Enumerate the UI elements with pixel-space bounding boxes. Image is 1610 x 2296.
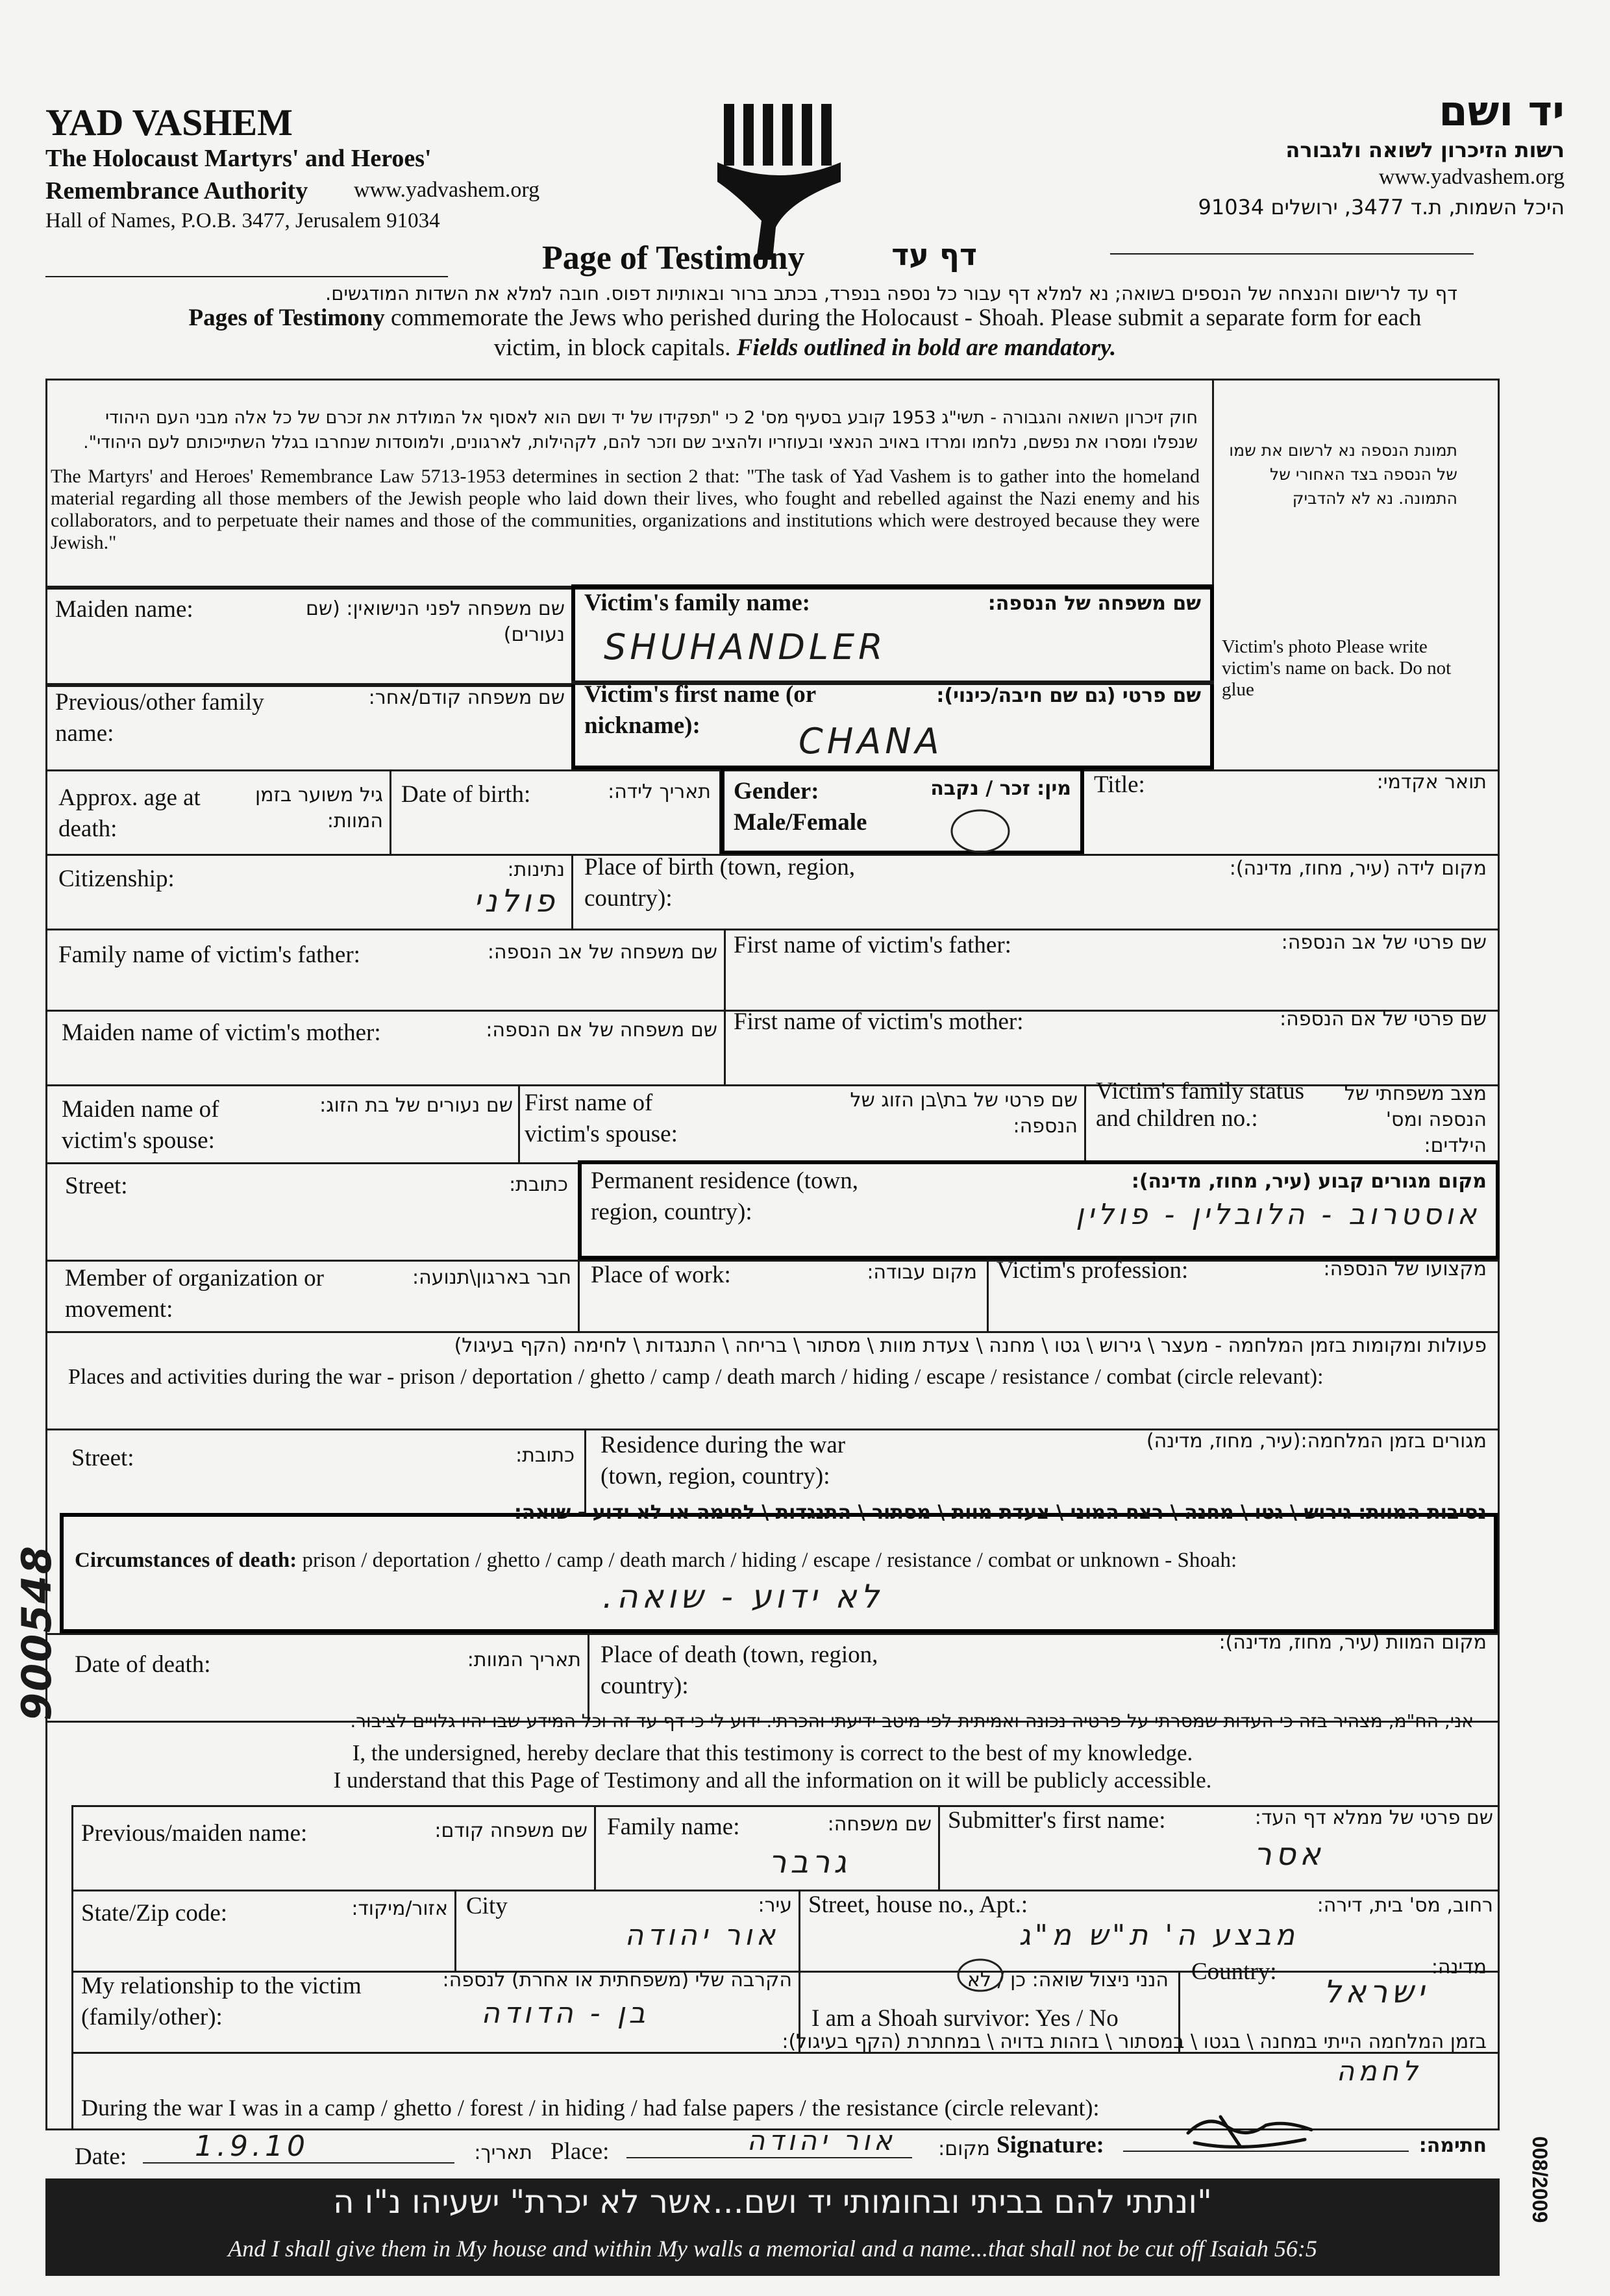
sub-relationship-label-he: הקרבה שלי (משפחתית או אחרת) לנספה: bbox=[442, 1969, 792, 1991]
work-place-label: Place of work: bbox=[591, 1262, 731, 1288]
declaration-en-1: I, the undersigned, hereby declare that this testimony is correct to the best of my knowledge. bbox=[352, 1740, 1193, 1766]
dod-label: Date of death: bbox=[75, 1651, 211, 1678]
sub-country-label-he: מדינה: bbox=[1431, 1956, 1487, 1978]
dod-label-he: תאריך המוות: bbox=[467, 1649, 581, 1671]
pob-label-he: מקום לידה (עיר, מחוז, מדינה): bbox=[1229, 857, 1487, 880]
sub-first-label: Submitter's first name: bbox=[948, 1807, 1166, 1834]
intro-en-rest: commemorate the Jews who perished during the Holocaust - Shoah. Please submit a separate form for each bbox=[384, 305, 1422, 331]
member-org-label: Member of organization or movement: bbox=[65, 1265, 324, 1323]
dob-label-he: תאריך לידה: bbox=[608, 780, 711, 803]
sub-first-label-he: שם פרטי של ממלא דף העד: bbox=[1254, 1806, 1493, 1829]
gender-circle-mark bbox=[948, 805, 1013, 857]
age-label-he: גיל משוער בזמן המוות: bbox=[255, 784, 383, 832]
signature-mark bbox=[1182, 2107, 1318, 2159]
pob-label: Place of birth (town, region, country): bbox=[584, 854, 856, 912]
father-family-label-he: שם משפחה של אב הנספה: bbox=[487, 941, 717, 964]
signature-label: Signature: bbox=[997, 2132, 1104, 2158]
prev-name-label: Previous/other family name: bbox=[55, 689, 264, 747]
sub-zip-label: State/Zip code: bbox=[81, 1900, 228, 1927]
spouse-maiden-label-he: שם נעורים של בת הזוג: bbox=[319, 1094, 513, 1117]
photo-instructions-en: Victim's photo Please write victim's name on back. Do not glue bbox=[1222, 636, 1452, 700]
sub-city-label-he: עיר: bbox=[758, 1894, 792, 1917]
circumstances-label bbox=[75, 1549, 1490, 1573]
intro-en-2a: victim, in block capitals. bbox=[493, 334, 737, 361]
profession-label: Victim's profession: bbox=[997, 1257, 1189, 1284]
circumstances-lead: Circumstances of death: bbox=[75, 1549, 297, 1572]
org-website: www.yadvashem.org bbox=[354, 178, 540, 202]
street-label-he: כתובת: bbox=[509, 1173, 568, 1196]
father-family-label: Family name of victim's father: bbox=[58, 942, 360, 968]
family-status-label: Victim's family status and children no.: bbox=[1096, 1078, 1304, 1132]
org-address-en: Hall of Names, P.O.B. 3477, Jerusalem 91034 bbox=[45, 209, 440, 232]
form-code: 008/2009 bbox=[1528, 2136, 1552, 2223]
citizenship-label-he: נתינות: bbox=[507, 858, 565, 881]
sub-during-war-label: During the war I was in a camp / ghetto / forest / in hiding / had false papers / the resistance (circle relevant): bbox=[81, 2095, 1100, 2121]
sub-street-label: Street, house no., Apt.: bbox=[808, 1891, 1028, 1918]
perm-res-value[interactable]: אוסטרוב - הלובלין - פולין bbox=[1076, 1198, 1480, 1231]
law-he: חוק זיכרון השואה והגבורה - תשי"ג 1953 קובע בסעיף מס' 2 כי "תפקידו של יד ושם הוא לאסוף אל המולדת את זכרם של כל אלה מבני העם היהודי שנפלו ומסרו את נפשם, נלחמו ומרדו באויב הנאצי ובעוזריו ולהציב שם וזכר להם, לקהילות, לארגונים, ולמוסדות שנחרבו בגלל השתייכותם לעם היהודי". bbox=[83, 408, 1198, 453]
sub-prev-maiden-label: Previous/maiden name: bbox=[81, 1820, 308, 1847]
org-name-en: YAD VASHEM bbox=[45, 101, 293, 144]
banner-en: And I shall give them in My house and within My walls a memorial and a name...that shall not be cut off Isaiah 56:5 bbox=[228, 2236, 1317, 2262]
page-title-he: דף עד bbox=[891, 237, 977, 272]
survivor-circle-mark bbox=[954, 1956, 1006, 1995]
declaration-he: אני, הח"מ, מצהיר בזה כי העדות שמסרתי על פרטיה נכונה ואמיתית לפי מיטב ידיעתי והכרתי. ידוע לי כי דף עד זה וכל המידע שבו יהיו גלויים לציבור. bbox=[350, 1710, 1474, 1732]
org-subtitle-1: The Holocaust Martyrs' and Heroes' bbox=[45, 145, 432, 172]
war-street-label: Street: bbox=[71, 1445, 134, 1471]
family-status-label-he: מצב משפחתי של הנספה ומס' הילדים: bbox=[1344, 1082, 1487, 1157]
member-org-label-he: חבר בארגון\תנועה: bbox=[412, 1266, 571, 1289]
signature-label-he: חתימה: bbox=[1418, 2134, 1487, 2157]
circumstances-label-he: נסיבות המוות: גירוש \ גטו \ מחנה \ רצח המוני \ צעדת מוות \ מסתור \ התנגדות \ לחימה או לא ידוע - שואה: bbox=[514, 1501, 1487, 1524]
sub-relationship-label: My relationship to the victim (family/other): bbox=[81, 1973, 362, 2030]
sub-street-label-he: רחוב, מס' בית, דירה: bbox=[1317, 1894, 1493, 1917]
date-label: Date: bbox=[75, 2143, 127, 2170]
sub-city-value[interactable]: אור יהודה bbox=[625, 1919, 779, 1952]
intro-en-2b: Fields outlined in bold are mandatory. bbox=[736, 334, 1117, 361]
citizenship-label: Citizenship: bbox=[58, 866, 175, 892]
place-value[interactable]: אור יהודה bbox=[747, 2125, 896, 2156]
sub-survivor-label: I am a Shoah survivor: Yes / No bbox=[811, 2005, 1119, 2032]
perm-res-label-he: מקום מגורים קבוע (עיר, מחוז, מדינה): bbox=[1131, 1170, 1487, 1193]
date-label-he: תאריך: bbox=[474, 2141, 532, 2164]
sub-family-label: Family name: bbox=[607, 1814, 740, 1840]
maiden-name-label: Maiden name: bbox=[55, 596, 193, 623]
maiden-name-label-he: שם משפחה לפני הנישואין: (שם נעורים) bbox=[305, 597, 565, 646]
family-name-value[interactable]: SHUHANDLER bbox=[604, 627, 887, 668]
gender-label-he: מין: זכר / נקבה bbox=[930, 777, 1071, 800]
prev-name-label-he: שם משפחה קודם/אחר: bbox=[368, 686, 565, 709]
org-subtitle-2: Remembrance Authority bbox=[45, 177, 308, 205]
org-address-he: היכל השמות, ת.ד 3477, ירושלים 91034 bbox=[1198, 195, 1565, 219]
mother-maiden-label-he: שם משפחה של אם הנספה: bbox=[486, 1019, 717, 1042]
mother-maiden-label: Maiden name of victim's mother: bbox=[62, 1019, 381, 1046]
first-name-label: Victim's first name (or nickname): bbox=[584, 681, 816, 739]
law-en: The Martyrs' and Heroes' Remembrance Law 5713-1953 determines in section 2 that: "The task of Yad Vashem is to gather into the homeland material regarding all those members of the Jewish people who laid down their lives, who fought and rebelled against the Nazi enemy and his collaborators, and to perpetuate their names and those of the communities, organizations and institutions which were destroyed because they were Jewish." bbox=[51, 466, 1200, 553]
place-label-he: מקום: bbox=[938, 2138, 990, 2160]
spouse-first-label-he: שם פרטי של בת\בן הזוג של הנספה: bbox=[850, 1089, 1078, 1138]
mother-first-label: First name of victim's mother: bbox=[734, 1008, 1024, 1035]
pod-label: Place of death (town, region, country): bbox=[601, 1641, 878, 1699]
activities-label-he: פעולות ומקומות בזמן המלחמה - מעצר \ גירוש \ גטו \ מחנה \ צעדת מוות \ מסתור \ בריחה \ התנגדות \ לחימה (הקף בעיגול) bbox=[454, 1334, 1487, 1357]
sub-family-label-he: שם משפחה: bbox=[827, 1813, 932, 1836]
title-label: Title: bbox=[1094, 771, 1145, 798]
circumstances-rest: prison / deportation / ghetto / camp / death march / hiding / escape / resistance / combat or unknown - Shoah: bbox=[297, 1549, 1237, 1572]
spouse-first-label: First name of victim's spouse: bbox=[525, 1090, 678, 1147]
place-label: Place: bbox=[551, 2138, 610, 2165]
sub-zip-label-he: אזור/מיקוד: bbox=[351, 1897, 448, 1920]
war-res-label: Residence during the war (town, region, country): bbox=[601, 1432, 846, 1490]
photo-instructions-he: תמונת הנספה נא לרשום את שמו של הנספה בצד האחורי של התמונה. נא לא להדביק bbox=[1229, 441, 1457, 508]
org-website-he: www.yadvashem.org bbox=[1378, 165, 1565, 189]
dob-label: Date of birth: bbox=[401, 781, 531, 808]
war-street-label-he: כתובת: bbox=[515, 1444, 575, 1467]
activities-label: Places and activities during the war - prison / deportation / ghetto / camp / death march / hiding / escape / resistance / combat (circle relevant): bbox=[68, 1365, 1324, 1389]
stamp-number: 900548 bbox=[13, 1545, 60, 1721]
mother-first-label-he: שם פרטי של אם הנספה: bbox=[1280, 1008, 1487, 1030]
work-place-label-he: מקום עבודה: bbox=[867, 1261, 977, 1284]
sub-street-value[interactable]: מבצע ה' ת"ש מ"ג bbox=[1019, 1919, 1298, 1952]
sub-during-war-label-he: בזמן המלחמה הייתי במחנה \ בגטו \ במסתור \ בזהות בדויה \ במחתרת (הקף בעיגול): bbox=[782, 2030, 1487, 2053]
first-name-value[interactable]: CHANA bbox=[799, 721, 943, 762]
intro-en bbox=[58, 303, 1552, 363]
org-subtitle-he: רשות הזיכרון לשואה ולגבורה bbox=[1285, 138, 1565, 162]
age-label: Approx. age at death: bbox=[58, 784, 201, 842]
sub-relationship-value[interactable]: בן - הדודה bbox=[481, 1997, 649, 2030]
circumstances-value[interactable]: לא ידוע - שואה. bbox=[602, 1578, 883, 1616]
sub-country-label: Country: bbox=[1191, 1958, 1277, 1985]
first-name-label-he: שם פרטי (גם שם חיבה/כינוי): bbox=[936, 684, 1201, 707]
page-title-en: Page of Testimony bbox=[542, 240, 805, 277]
spouse-maiden-label: Maiden name of victim's spouse: bbox=[62, 1096, 219, 1154]
banner-he: "ונתתי להם בביתי ובחומותי יד ושם...אשר לא יכרת" ישעיהו נ"ו ה bbox=[333, 2183, 1212, 2221]
intro-en-lead: Pages of Testimony bbox=[188, 305, 385, 331]
sub-prev-maiden-label-he: שם משפחה קודם: bbox=[434, 1819, 588, 1842]
title-label-he: תואר אקדמי: bbox=[1376, 771, 1487, 793]
gender-label: Gender: Male/Female bbox=[734, 778, 867, 836]
sub-family-value[interactable]: גרבר bbox=[769, 1844, 850, 1880]
profession-label-he: מקצועו של הנספה: bbox=[1323, 1258, 1487, 1280]
citizenship-value[interactable]: פולני bbox=[473, 883, 558, 919]
street-label: Street: bbox=[65, 1173, 128, 1199]
father-first-label-he: שם פרטי של אב הנספה: bbox=[1281, 931, 1487, 954]
sub-during-war-value[interactable]: לחמה bbox=[1336, 2055, 1422, 2087]
intro-he: דף עד לרישום והנצחה של הנספים בשואה; נא למלא דף עבור כל נספה בנפרד, בכתב ברור ובאותיות דפוס. חובה למלא את השדות המודגשים. bbox=[325, 282, 1457, 305]
declaration-en-2: I understand that this Page of Testimony and all the information on it will be publicly accessible. bbox=[333, 1767, 1212, 1793]
sub-first-value[interactable]: אסר bbox=[1254, 1836, 1324, 1873]
sub-country-value[interactable]: ישראל bbox=[1323, 1974, 1428, 2010]
family-name-label: Victim's family name: bbox=[584, 590, 810, 616]
family-name-label-he: שם משפחה של הנספה: bbox=[987, 592, 1201, 615]
war-res-label-he: מגורים בזמן המלחמה:(עיר, מחוז, מדינה) bbox=[1146, 1430, 1487, 1453]
org-name-he: יד ושם bbox=[1439, 88, 1565, 136]
pod-label-he: מקום המוות (עיר, מחוז, מדינה): bbox=[1219, 1631, 1487, 1654]
sub-city-label: City bbox=[466, 1893, 508, 1919]
date-value[interactable]: 1.9.10 bbox=[195, 2130, 309, 2163]
sub-survivor-label-he: הנני ניצול שואה: כן / לא bbox=[967, 1969, 1169, 1991]
perm-res-label: Permanent residence (town, region, country): bbox=[591, 1167, 858, 1225]
father-first-label: First name of victim's father: bbox=[734, 932, 1011, 958]
